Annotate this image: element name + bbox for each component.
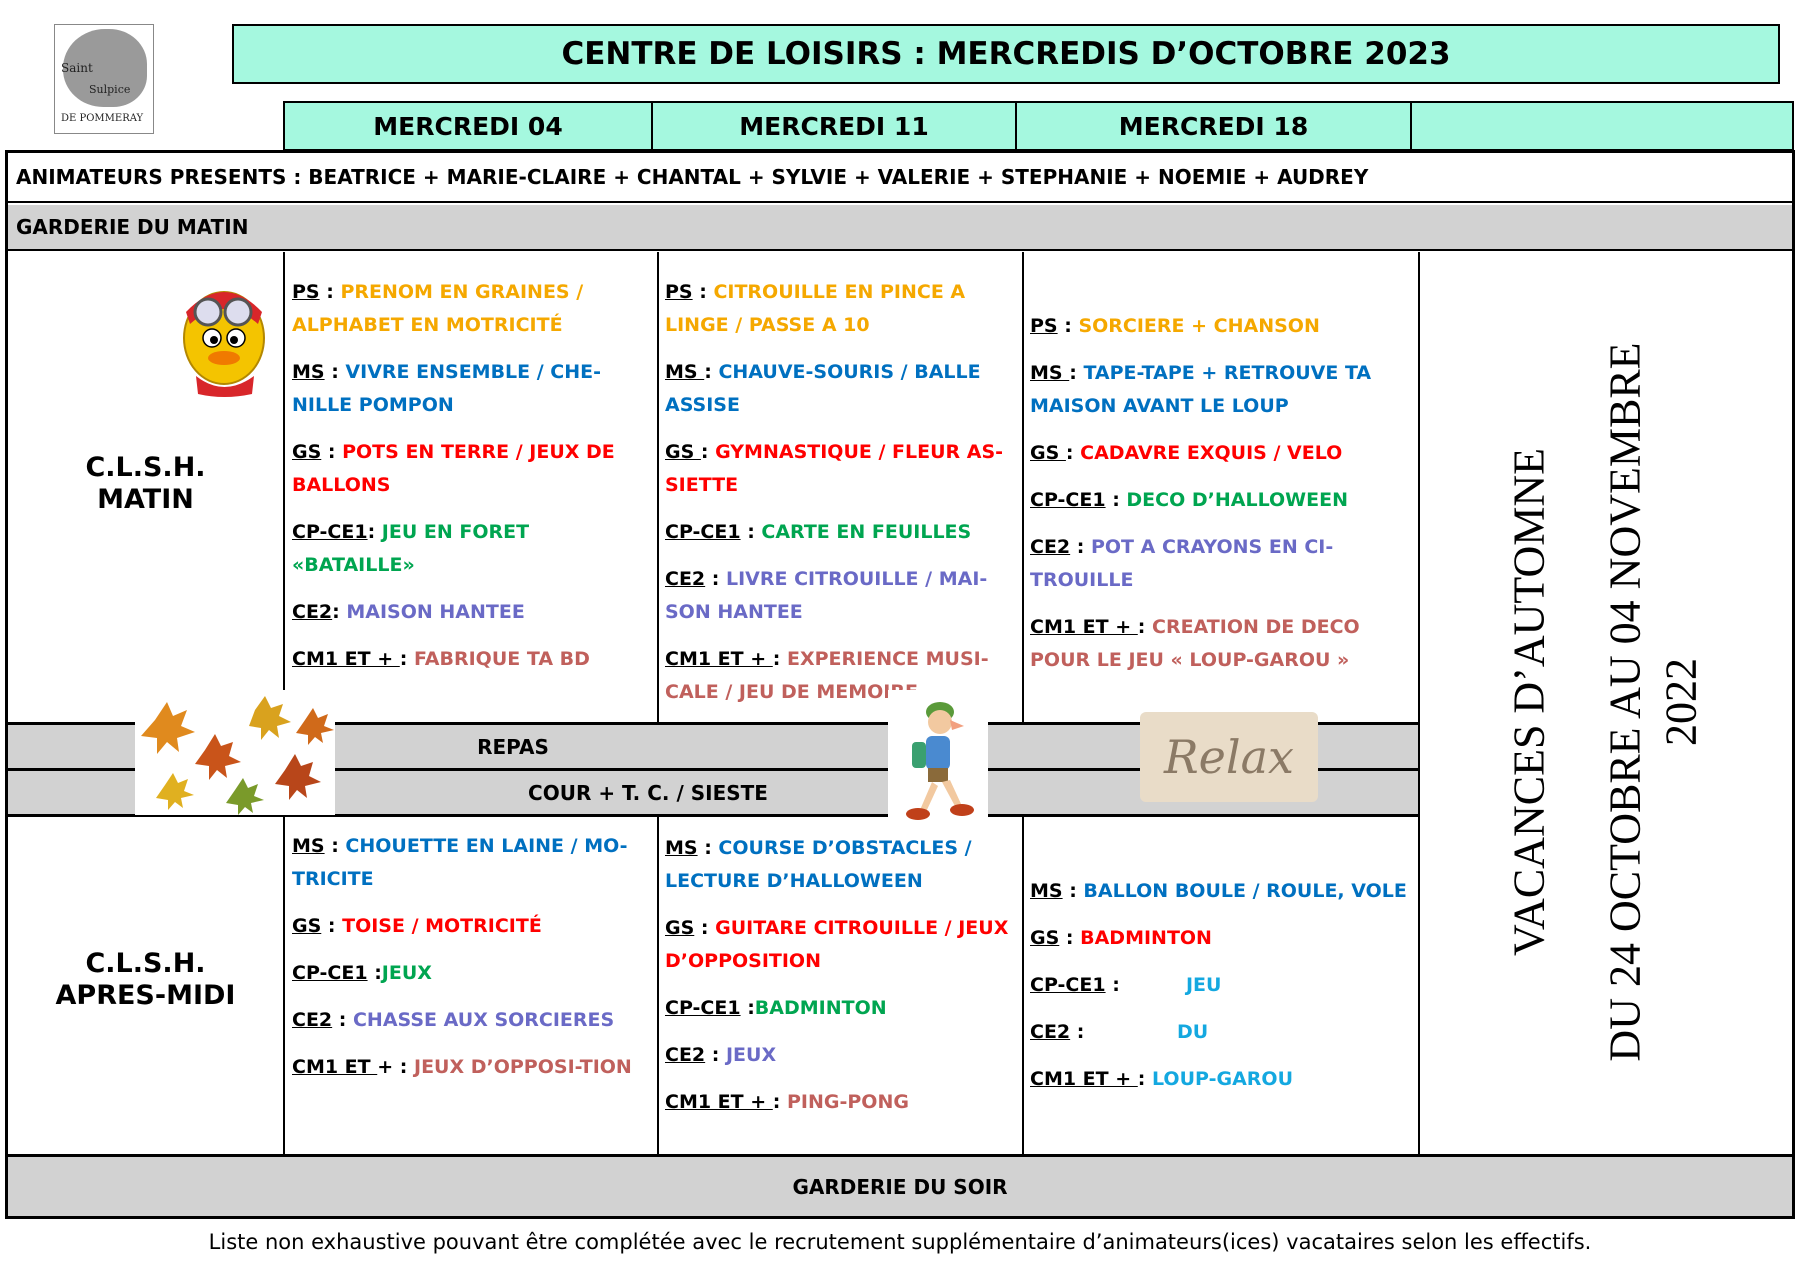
level-separator: : (705, 568, 726, 590)
activity-entry (292, 910, 650, 943)
level-separator: : (740, 521, 762, 543)
activity-text: DECO D’HALLOWEEN (1126, 489, 1348, 511)
activity-entry (292, 643, 650, 676)
level-separator: : (1062, 880, 1084, 902)
level-separator: : (321, 915, 343, 937)
activity-text: CITROUILLE EN PINCE A LINGE / PASSE A 10 (665, 281, 966, 336)
vacances-line2: DU 24 OCTOBRE AU 04 NOVEMBRE (1601, 342, 1650, 1062)
activity-text: CHAUVE-SOURIS / BALLE ASSISE (665, 361, 981, 416)
level-separator: : (1137, 1068, 1152, 1090)
level-separator: : (1105, 489, 1127, 511)
day-header-18: MERCREDI 18 (1017, 103, 1412, 149)
grid-line (283, 252, 285, 724)
vacances-line3: 2022 (1657, 658, 1706, 746)
activity-text: BALLON BOULE / ROULE, VOLE (1083, 880, 1407, 902)
level-label: MS (292, 361, 325, 383)
level-separator: : (319, 281, 341, 303)
level-separator: : (1057, 315, 1079, 337)
autumn-leaves-icon (135, 690, 335, 815)
activity-entry (1030, 922, 1414, 955)
activity-text: VIVRE ENSEMBLE / CHE-NILLE POMPON (292, 361, 602, 416)
level-separator: : (772, 1091, 787, 1113)
level-separator: : (704, 361, 719, 383)
relax-sand-image: Relax (1140, 712, 1318, 802)
activity-text: JEUX (725, 1044, 777, 1066)
level-label: PS (665, 281, 693, 303)
footnote: Liste non exhaustive pouvant être complétée avec le recrutement supplémentaire d’animateurs(ices) vacataires selon les effectifs. (208, 1230, 1592, 1254)
level-label: CP-CE1 (292, 962, 368, 984)
activity-text: CHASSE AUX SORCIERES (352, 1009, 615, 1031)
matin-cell-04 (292, 276, 650, 690)
level-separator: : (1105, 974, 1186, 996)
level-separator: : (1137, 616, 1152, 638)
activity-text: BADMINTON (754, 997, 887, 1019)
level-label: GS (1030, 442, 1066, 464)
level-label: CM1 ET + (1030, 1068, 1138, 1090)
level-label: MS (292, 835, 325, 857)
grid-line (283, 815, 285, 1154)
level-separator: : (1069, 362, 1084, 384)
activity-entry (292, 1004, 650, 1037)
activity-entry (292, 957, 650, 990)
activity-entry (665, 832, 1015, 898)
level-label: GS (292, 915, 322, 937)
activity-text: CARTE EN FEUILLES (761, 521, 972, 543)
grid-line (1022, 252, 1024, 1154)
activity-text: PRENOM EN GRAINES / ALPHABET EN MOTRICITÉ (292, 281, 584, 336)
activity-entry (665, 516, 1015, 549)
activity-entry (1030, 969, 1414, 1002)
level-label: CM1 ET (292, 1056, 378, 1078)
activity-entry (1030, 484, 1414, 517)
level-label: GS (665, 917, 695, 939)
level-separator: : (705, 1044, 726, 1066)
level-label: MS (665, 361, 705, 383)
level-separator: : (700, 441, 716, 463)
level-separator: + : (377, 1056, 414, 1078)
level-separator: : (324, 361, 346, 383)
level-label: CE2 (292, 1009, 333, 1031)
level-separator: : (367, 521, 382, 543)
level-label: CE2 (665, 1044, 706, 1066)
activity-text: FABRIQUE TA BD (414, 648, 590, 670)
activity-entry (292, 1051, 650, 1084)
level-label: CE2 (292, 601, 333, 623)
level-label: PS (1030, 315, 1058, 337)
level-label: CP-CE1 (665, 997, 741, 1019)
activity-entry (665, 1086, 1015, 1119)
logo-line1: Saint (61, 61, 93, 75)
vacances-column (1420, 252, 1792, 1152)
level-label: CP-CE1 (1030, 974, 1106, 996)
level-label: CE2 (1030, 536, 1071, 558)
level-label: CM1 ET + (1030, 616, 1138, 638)
day-header-11: MERCREDI 11 (653, 103, 1017, 149)
apm-cell-11 (665, 832, 1015, 1133)
activity-entry (1030, 531, 1414, 597)
level-label: MS (1030, 362, 1070, 384)
activity-text: CHOUETTE EN LAINE / MO-TRICITE (292, 835, 628, 890)
clsh-apm-line2: APRES-MIDI (55, 980, 236, 1011)
activity-text: EXPERIENCE MUSI-CALE / JEU DE MEMOIRE (665, 648, 989, 703)
activity-entry (665, 276, 1015, 342)
clsh-apm-line1: C.L.S.H. (85, 948, 206, 979)
logo-line3: DE POMMERAY (61, 113, 144, 124)
activity-text: JEUX (381, 962, 432, 984)
level-separator: : (772, 648, 787, 670)
level-label: CP-CE1 (292, 521, 368, 543)
vacances-line1: VACANCES D’AUTOMNE (1505, 447, 1554, 957)
activity-text: JEU (1185, 974, 1222, 996)
level-separator: : (321, 441, 343, 463)
level-label: CM1 ET + (665, 1091, 773, 1113)
activity-text: POTS EN TERRE / JEUX DE BALLONS (292, 441, 615, 496)
activity-entry (1030, 1063, 1414, 1096)
day-header-bar (283, 101, 1794, 151)
activity-text: PING-PONG (787, 1091, 909, 1113)
level-separator: : (1070, 1021, 1177, 1043)
level-separator: : (1065, 442, 1081, 464)
duck-mascot-icon (178, 272, 270, 400)
apm-cell-18 (1030, 875, 1414, 1110)
activity-entry (665, 436, 1015, 502)
day-header-empty (1412, 103, 1792, 149)
level-separator: : (367, 962, 382, 984)
activity-entry (665, 912, 1015, 978)
level-label: GS (292, 441, 322, 463)
hiker-cartoon-icon (888, 690, 988, 828)
activity-entry (1030, 1016, 1414, 1049)
level-separator: : (692, 281, 714, 303)
activity-text: POT A CRAYONS EN CI-TROUILLE (1030, 536, 1334, 591)
level-label: CE2 (665, 568, 706, 590)
activity-entry (665, 992, 1015, 1025)
activity-entry (292, 356, 650, 422)
level-label: CP-CE1 (665, 521, 741, 543)
activity-text: JEU EN FORET «BATAILLE» (292, 521, 530, 576)
level-separator: : (694, 917, 716, 939)
activity-text: TOISE / MOTRICITÉ (342, 915, 542, 937)
clsh-matin-label (8, 452, 283, 516)
animateurs-row: ANIMATEURS PRESENTS : BEATRICE + MARIE-CLAIRE + CHANTAL + SYLVIE + VALERIE + STEPHANIE + NOEMIE + AUDREY (8, 153, 1792, 203)
garderie-matin-row: GARDERIE DU MATIN (8, 205, 1792, 251)
activity-text: JEUX D’OPPOSI-TION (414, 1056, 632, 1078)
activity-entry (292, 830, 650, 896)
matin-cell-18 (1030, 310, 1414, 691)
level-separator: : (697, 837, 719, 859)
level-label: CP-CE1 (1030, 489, 1106, 511)
apm-cell-04 (292, 830, 650, 1098)
level-label: MS (665, 837, 698, 859)
activity-text: SORCIERE + CHANSON (1078, 315, 1320, 337)
activity-entry (292, 596, 650, 629)
activity-text: GUITARE CITROUILLE / JEUX D’OPPOSITION (665, 917, 1009, 972)
activity-entry (292, 516, 650, 582)
level-label: MS (1030, 880, 1063, 902)
level-label: CE2 (1030, 1021, 1071, 1043)
level-separator: : (1059, 927, 1081, 949)
activity-entry (1030, 611, 1414, 677)
clsh-apm-label (8, 948, 283, 1012)
logo-line2: Sulpice (89, 83, 131, 96)
activity-entry (665, 356, 1015, 422)
cour-label: COUR + T. C. / SIESTE (528, 780, 768, 805)
level-separator: : (1070, 536, 1091, 558)
activity-text: DU (1176, 1021, 1209, 1043)
matin-cell-11 (665, 276, 1015, 723)
activity-entry (665, 1039, 1015, 1072)
activity-entry (1030, 310, 1414, 343)
vacances-text (1502, 342, 1710, 1061)
activity-text: GYMNASTIQUE / FLEUR AS-SIETTE (665, 441, 1004, 496)
activity-text: TAPE-TAPE + RETROUVE TA MAISON AVANT LE LOUP (1030, 362, 1372, 417)
activity-text: LIVRE CITROUILLE / MAI-SON HANTEE (665, 568, 988, 623)
activity-text: BADMINTON (1080, 927, 1212, 949)
activity-entry (1030, 357, 1414, 423)
activity-text: MAISON HANTEE (346, 601, 525, 623)
activity-entry (665, 563, 1015, 629)
garderie-soir-row: GARDERIE DU SOIR (8, 1154, 1792, 1216)
municipality-logo (54, 24, 154, 134)
level-separator: : (399, 648, 414, 670)
grid-line (657, 252, 659, 1154)
activity-entry (1030, 437, 1414, 470)
activity-entry (1030, 875, 1414, 908)
level-label: CM1 ET + (665, 648, 773, 670)
clsh-matin-line1: C.L.S.H. (85, 452, 206, 483)
level-separator: : (740, 997, 755, 1019)
activity-text: COURSE D’OBSTACLES / LECTURE D’HALLOWEEN (665, 837, 972, 892)
clsh-matin-line2: MATIN (97, 484, 194, 515)
level-separator: : (332, 601, 347, 623)
level-label: GS (1030, 927, 1060, 949)
activity-text: CREATION DE DECO POUR LE JEU « LOUP-GAROU » (1030, 616, 1360, 671)
activity-text: CADAVRE EXQUIS / VELO (1080, 442, 1343, 464)
level-label: CM1 ET + (292, 648, 400, 670)
day-header-04: MERCREDI 04 (285, 103, 653, 149)
activity-entry (292, 276, 650, 342)
repas-label: REPAS (477, 734, 549, 759)
level-separator: : (332, 1009, 353, 1031)
level-separator: : (324, 835, 346, 857)
level-label: PS (292, 281, 320, 303)
page-title: CENTRE DE LOISIRS : MERCREDIS D’OCTOBRE 2023 (232, 24, 1780, 84)
level-label: GS (665, 441, 701, 463)
activity-entry (292, 436, 650, 502)
activity-text: LOUP-GAROU (1152, 1068, 1293, 1090)
